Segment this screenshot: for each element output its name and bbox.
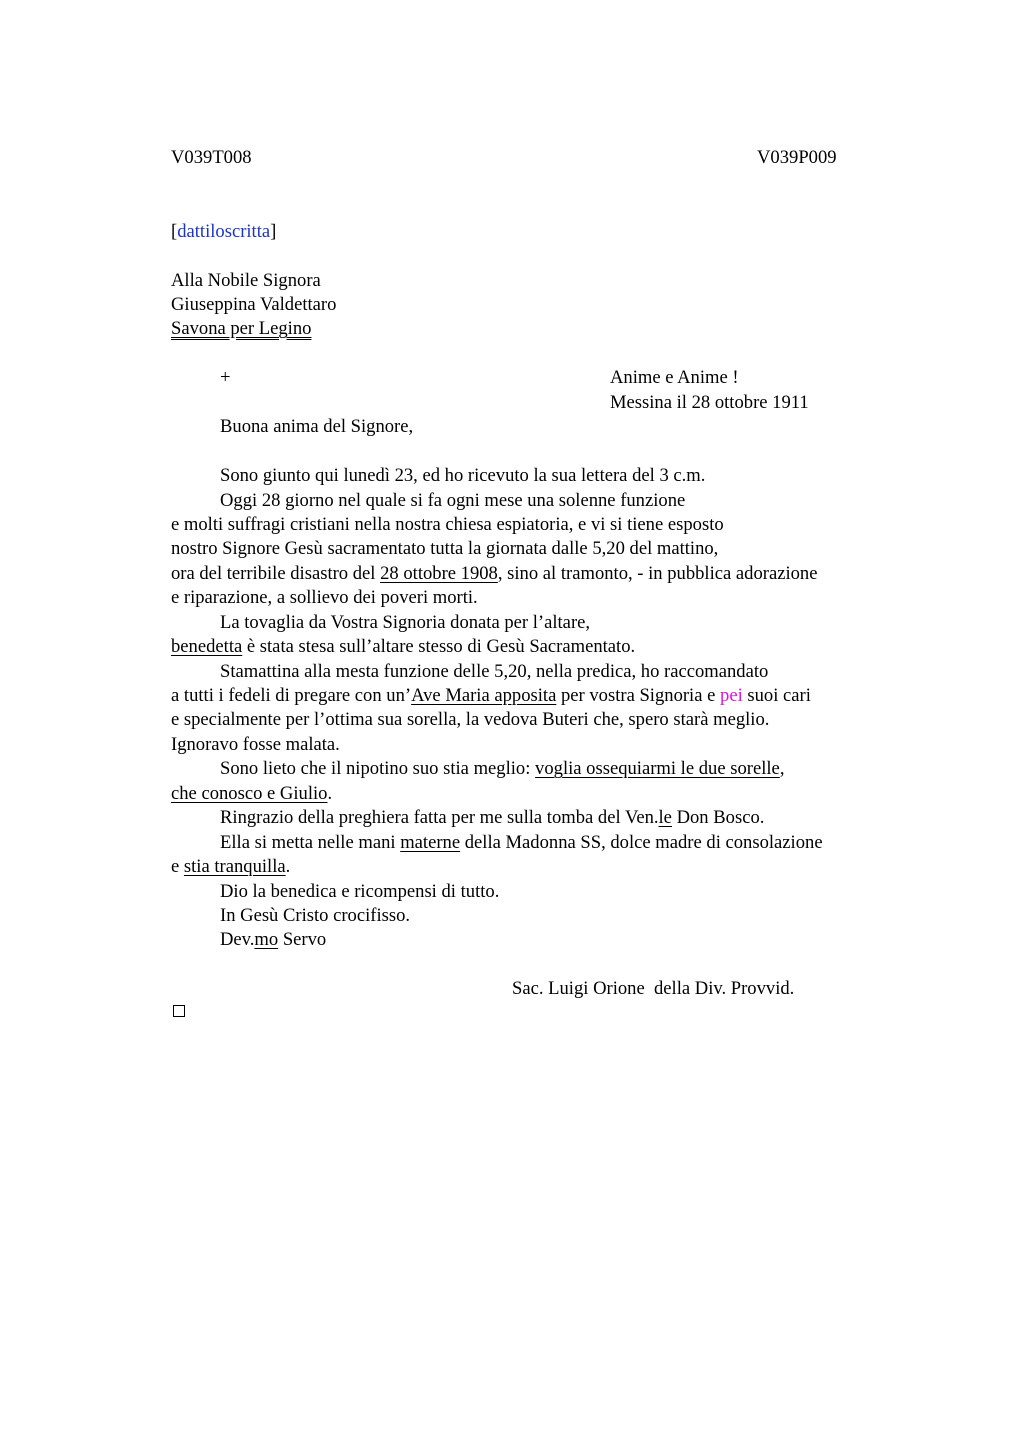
typescript-note	[171, 221, 276, 243]
text-run: è stata stesa sull’altare stesso di Gesù Sacramentato.	[242, 636, 636, 657]
motto: Anime e Anime !	[610, 367, 739, 388]
body-line	[171, 636, 635, 658]
underlined-word: materne	[400, 832, 461, 853]
body-line	[220, 929, 326, 951]
address-line-2: Giuseppina Valdettaro	[171, 294, 337, 315]
body-line	[220, 758, 784, 780]
left-code: V039T008	[171, 147, 252, 168]
text-run: Sono lieto che il nipotino suo stia meglio:	[220, 758, 536, 779]
text-run: della Madonna SS, dolce madre di consolazione	[460, 832, 823, 853]
bracket-close: ]	[270, 221, 277, 242]
text-run: suoi cari	[742, 685, 811, 706]
underlined-suffix: mo	[254, 929, 279, 950]
text-run: .	[285, 856, 291, 877]
address-line-3: Savona per Legino	[171, 318, 312, 339]
text-run: ,	[779, 758, 785, 779]
address-line-1: Alla Nobile Signora	[171, 270, 321, 291]
body-line: Ignoravo fosse malata.	[171, 734, 340, 755]
body-line: Dio la benedica e ricompensi di tutto.	[220, 881, 500, 902]
body-line: e riparazione, a sollievo dei poveri morti.	[171, 587, 478, 608]
body-line: Sono giunto qui lunedì 23, ed ho ricevuto la sua lettera del 3 c.m.	[220, 465, 706, 486]
underlined-phrase: stia tranquilla	[183, 856, 286, 877]
body-line	[171, 685, 811, 707]
text-run: Don Bosco.	[671, 807, 765, 828]
underlined-phrase: Ave Maria apposita	[411, 685, 557, 706]
underlined-word: benedetta	[171, 636, 243, 657]
underlined-suffix: le	[658, 807, 672, 828]
typescript-label: dattiloscritta	[177, 221, 271, 242]
end-square-icon	[173, 1005, 185, 1017]
body-line: In Gesù Cristo crocifisso.	[220, 905, 411, 926]
body-line: La tovaglia da Vostra Signoria donata per l’altare,	[220, 612, 591, 633]
text-run: Ella si metta nelle mani	[220, 832, 401, 853]
text-run: ora del terribile disastro del	[171, 563, 381, 584]
text-run: Ringrazio della preghiera fatta per me sulla tomba del Ven.	[220, 807, 659, 828]
bracket-open: [	[171, 221, 178, 242]
body-line	[171, 563, 817, 585]
body-line	[220, 832, 823, 854]
body-line: Oggi 28 giorno nel quale si fa ogni mese una solenne funzione	[220, 490, 686, 511]
text-run: per vostra Signoria e	[556, 685, 721, 706]
cross-mark: +	[220, 367, 231, 388]
text-run: Dev.	[220, 929, 255, 950]
body-line	[171, 783, 332, 805]
body-line: e molti suffragi cristiani nella nostra chiesa espiatoria, e vi si tiene esposto	[171, 514, 724, 535]
body-line	[171, 856, 290, 878]
body-line: Stamattina alla mesta funzione delle 5,20, nella predica, ho raccomandato	[220, 661, 769, 682]
text-run: e	[171, 856, 184, 877]
body-line: nostro Signore Gesù sacramentato tutta la giornata dalle 5,20 del mattino,	[171, 538, 719, 559]
signature: Sac. Luigi Orione della Div. Provvid.	[512, 978, 795, 999]
text-run: a tutti i fedeli di pregare con un’	[171, 685, 412, 706]
underlined-phrase: voglia ossequiarmi le due sorelle	[535, 758, 780, 779]
salutation: Buona anima del Signore,	[220, 416, 414, 437]
right-code: V039P009	[757, 147, 837, 168]
body-line	[220, 807, 764, 829]
highlighted-word: pei	[720, 685, 743, 706]
underlined-date: 28 ottobre 1908	[380, 563, 498, 584]
text-run: .	[327, 783, 333, 804]
underlined-phrase: che conosco e Giulio	[171, 783, 328, 804]
text-run: , sino al tramonto, - in pubblica adorazione	[497, 563, 818, 584]
body-line: e specialmente per l’ottima sua sorella, la vedova Buteri che, spero starà meglio.	[171, 709, 770, 730]
place-date: Messina il 28 ottobre 1911	[610, 392, 809, 413]
text-run: Servo	[278, 929, 327, 950]
